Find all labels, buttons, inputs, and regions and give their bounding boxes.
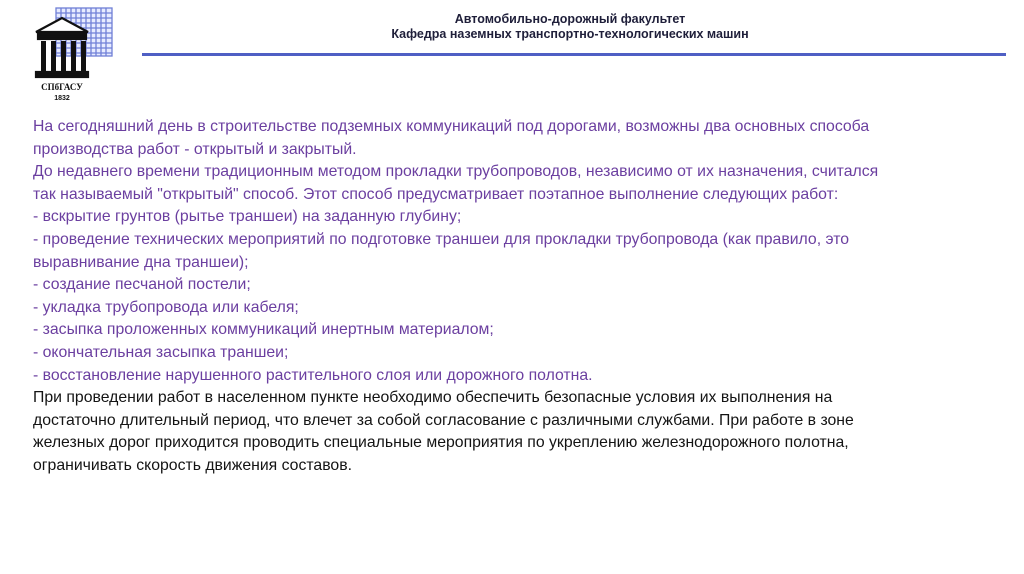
list-item: - укладка трубопровода или кабеля; [33,298,299,316]
university-logo [30,6,114,104]
faculty-title: Автомобильно-дорожный факультет [454,12,686,26]
paragraph-line: До недавнего времени традиционным методом прокладки трубопроводов, независимо от их назначения, считался [33,163,879,181]
paragraph-line: достаточно длительный период, что влечет за собой согласование с различными службами. При работе в зоне [33,411,854,429]
list-item: - вскрытие грунтов (рытье траншеи) на заданную глубину; [33,208,462,226]
paragraph-line: На сегодняшний день в строительстве подземных коммуникаций под дорогами, возможны два основных способа [33,118,870,135]
paragraph-line: ограничивать скорость движения составов. [33,456,352,474]
list-item: - восстановление нарушенного растительного слоя или дорожного полотна. [33,366,593,384]
logo-year: 1832 [54,95,70,102]
paragraph-line: так называемый "открытый" способ. Этот способ предусматривает поэтапное выполнение следующих работ: [33,185,839,203]
paragraph-line: При проведении работ в населенном пункте необходимо обеспечить безопасные условия их выполнения на [33,389,833,407]
list-item: - проведение технических мероприятий по подготовке траншеи для прокладки трубопровода (как правило, это [33,230,850,248]
list-item: - окончательная засыпка траншеи; [33,343,289,361]
department-title: Кафедра наземных транспортно-технологических машин [391,27,749,41]
slide-body [33,116,983,478]
list-item: - создание песчаной постели; [33,276,251,294]
paragraph-line: железных дорог приходится проводить специальные мероприятия по укреплению железнодорожного полотна, [33,434,849,452]
logo-abbreviation: СПбГАСУ [41,82,83,92]
list-item: - засыпка проложенных коммуникаций инертным материалом; [33,321,494,339]
list-item-continuation: выравнивание дна траншеи); [33,253,249,271]
paragraph-line: производства работ - открытый и закрытый. [33,140,357,158]
header-divider [142,53,1006,56]
slide-header [250,12,890,42]
